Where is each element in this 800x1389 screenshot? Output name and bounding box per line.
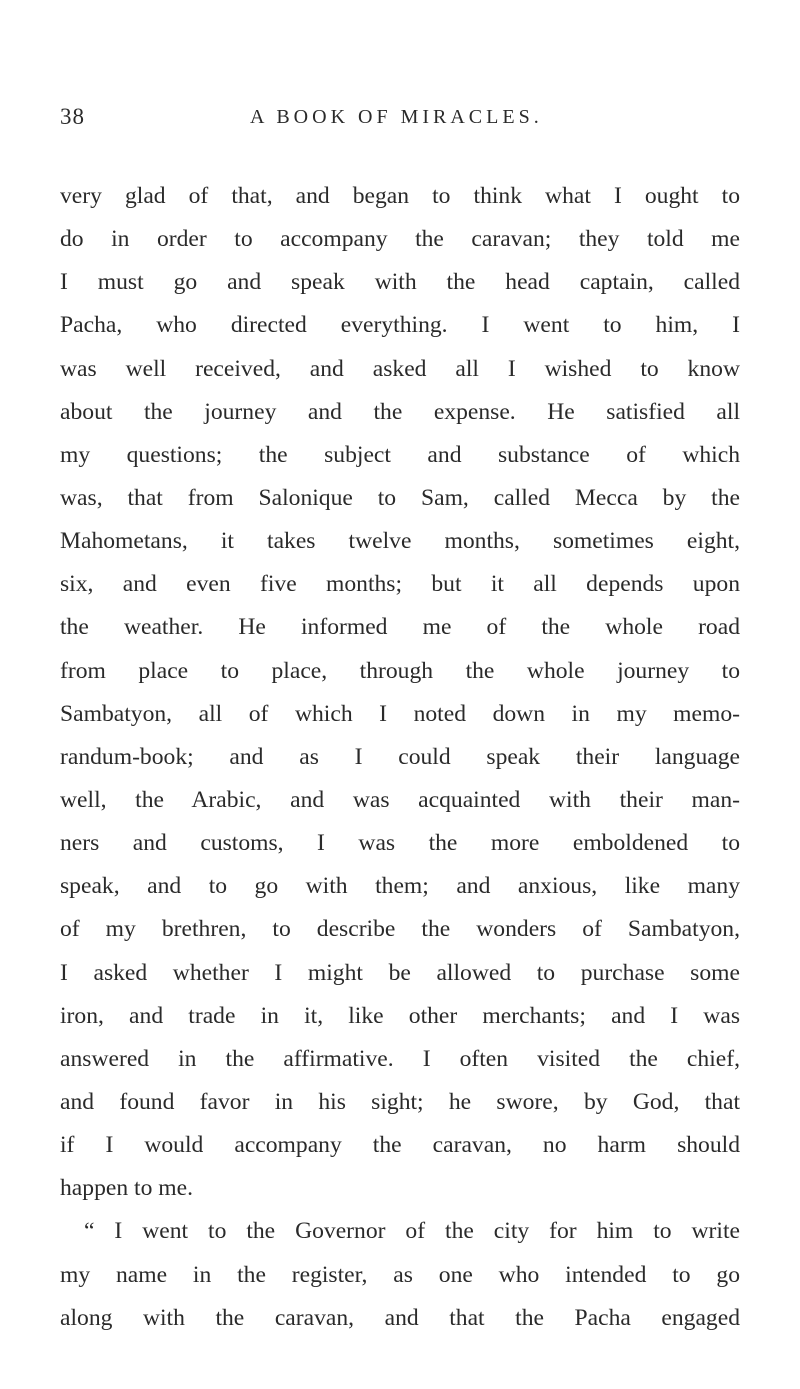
- text-line: six, and even five months; but it all depends upon: [60, 571, 740, 598]
- page-header: [60, 104, 760, 144]
- text-line: iron, and trade in it, like other merchants; and I was: [60, 1002, 740, 1029]
- text-line: very glad of that, and began to think what I ought to: [60, 183, 740, 209]
- text-line: well, the Arabic, and was acquainted with their man-: [60, 786, 740, 813]
- text-line: if I would accompany the caravan, no harm should: [60, 1132, 740, 1159]
- body-text: [60, 175, 740, 1340]
- running-title: A BOOK OF MIRACLES.: [250, 106, 543, 128]
- page-number: 38: [60, 104, 85, 129]
- text-line: was, that from Salonique to Sam, called Mecca by the: [60, 484, 740, 511]
- text-line: about the journey and the expense. He satisfied all: [60, 398, 740, 425]
- text-line: happen to me.: [60, 1175, 194, 1202]
- text-line: randum-book; and as I could speak their language: [60, 743, 740, 770]
- text-line: do in order to accompany the caravan; they told me: [60, 226, 740, 253]
- text-line: Pacha, who directed everything. I went to him, I: [60, 312, 740, 339]
- text-line: I must go and speak with the head captain, called: [60, 269, 740, 296]
- text-line: from place to place, through the whole journey to: [60, 657, 740, 684]
- text-line: ners and customs, I was the more emboldened to: [60, 830, 740, 857]
- text-line: Sambatyon, all of which I noted down in my memo-: [60, 700, 740, 727]
- text-line: speak, and to go with them; and anxious, like many: [60, 873, 740, 900]
- text-line: along with the caravan, and that the Pacha engaged: [60, 1304, 740, 1331]
- text-line: and found favor in his sight; he swore, by God, that: [60, 1088, 740, 1115]
- text-line: the weather. He informed me of the whole road: [60, 614, 740, 641]
- text-line: “ I went to the Governor of the city for him to write: [84, 1218, 740, 1245]
- text-line: my questions; the subject and substance of which: [60, 441, 740, 468]
- text-line: of my brethren, to describe the wonders of Sambatyon,: [60, 916, 740, 943]
- text-line: Mahometans, it takes twelve months, sometimes eight,: [60, 528, 740, 555]
- text-line: was well received, and asked all I wished to know: [60, 355, 740, 382]
- text-line: my name in the register, as one who intended to go: [60, 1261, 740, 1288]
- text-line: I asked whether I might be allowed to purchase some: [60, 959, 740, 986]
- text-line: answered in the affirmative. I often visited the chief,: [60, 1045, 740, 1072]
